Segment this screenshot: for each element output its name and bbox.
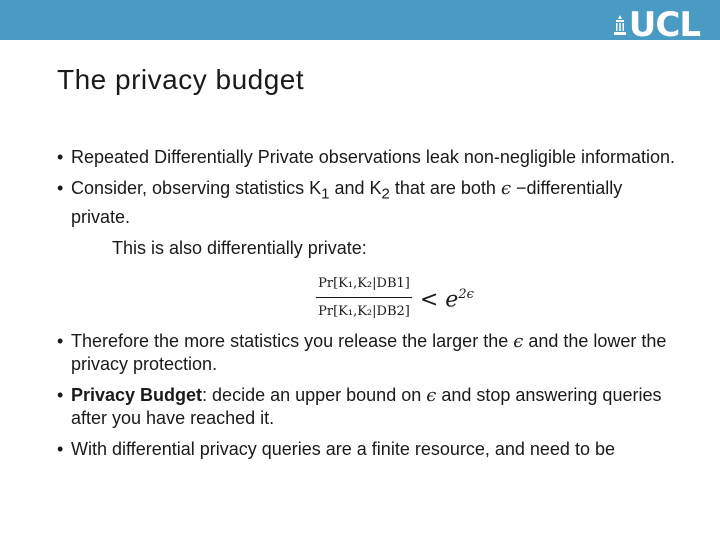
header-bar bbox=[0, 0, 720, 45]
formula-rhs: < $e^{2\epsilon}$ bbox=[419, 287, 474, 313]
bullet-item bbox=[55, 146, 675, 169]
portico-icon bbox=[613, 13, 627, 37]
bullet-item bbox=[55, 177, 675, 229]
formula-fraction bbox=[316, 272, 412, 323]
sub-text: This is also differentially private: bbox=[112, 237, 367, 258]
bullet-text: With differential privacy queries are a finite resource, and need to be bbox=[71, 438, 615, 459]
slide-title: The privacy budget bbox=[57, 64, 305, 95]
formula-numerator: Pr[K₁,K₂|DB1] bbox=[316, 272, 412, 298]
bullet-dot: • bbox=[57, 147, 64, 167]
bullet-list bbox=[55, 146, 675, 469]
privacy-formula bbox=[115, 272, 675, 324]
bullet-text: Therefore the more statistics you release the larger the ϵ and the lower the privacy protection. bbox=[71, 330, 667, 374]
bullet-dot: • bbox=[57, 330, 64, 351]
bullet-text: Privacy Budget: decide an upper bound on ϵ and stop answering queries after you have reached it. bbox=[71, 384, 662, 428]
bullet-dot: • bbox=[57, 384, 64, 405]
bullet-text: Consider, observing statistics $K_1$ and $K_2$ that are both ϵ −differentially private. bbox=[71, 178, 623, 227]
bullet-item bbox=[55, 384, 675, 430]
bullet-dot: • bbox=[57, 178, 64, 198]
bullet-item bbox=[55, 438, 675, 461]
bullet-text: Repeated Differentially Private observations leak non-negligible information. bbox=[71, 147, 676, 167]
bullet-item bbox=[55, 330, 675, 376]
logo-text: UCL bbox=[628, 5, 700, 45]
bullet-dot: • bbox=[57, 438, 64, 459]
ucl-logo bbox=[613, 5, 700, 45]
formula-denominator: Pr[K₁,K₂|DB2] bbox=[318, 304, 410, 320]
